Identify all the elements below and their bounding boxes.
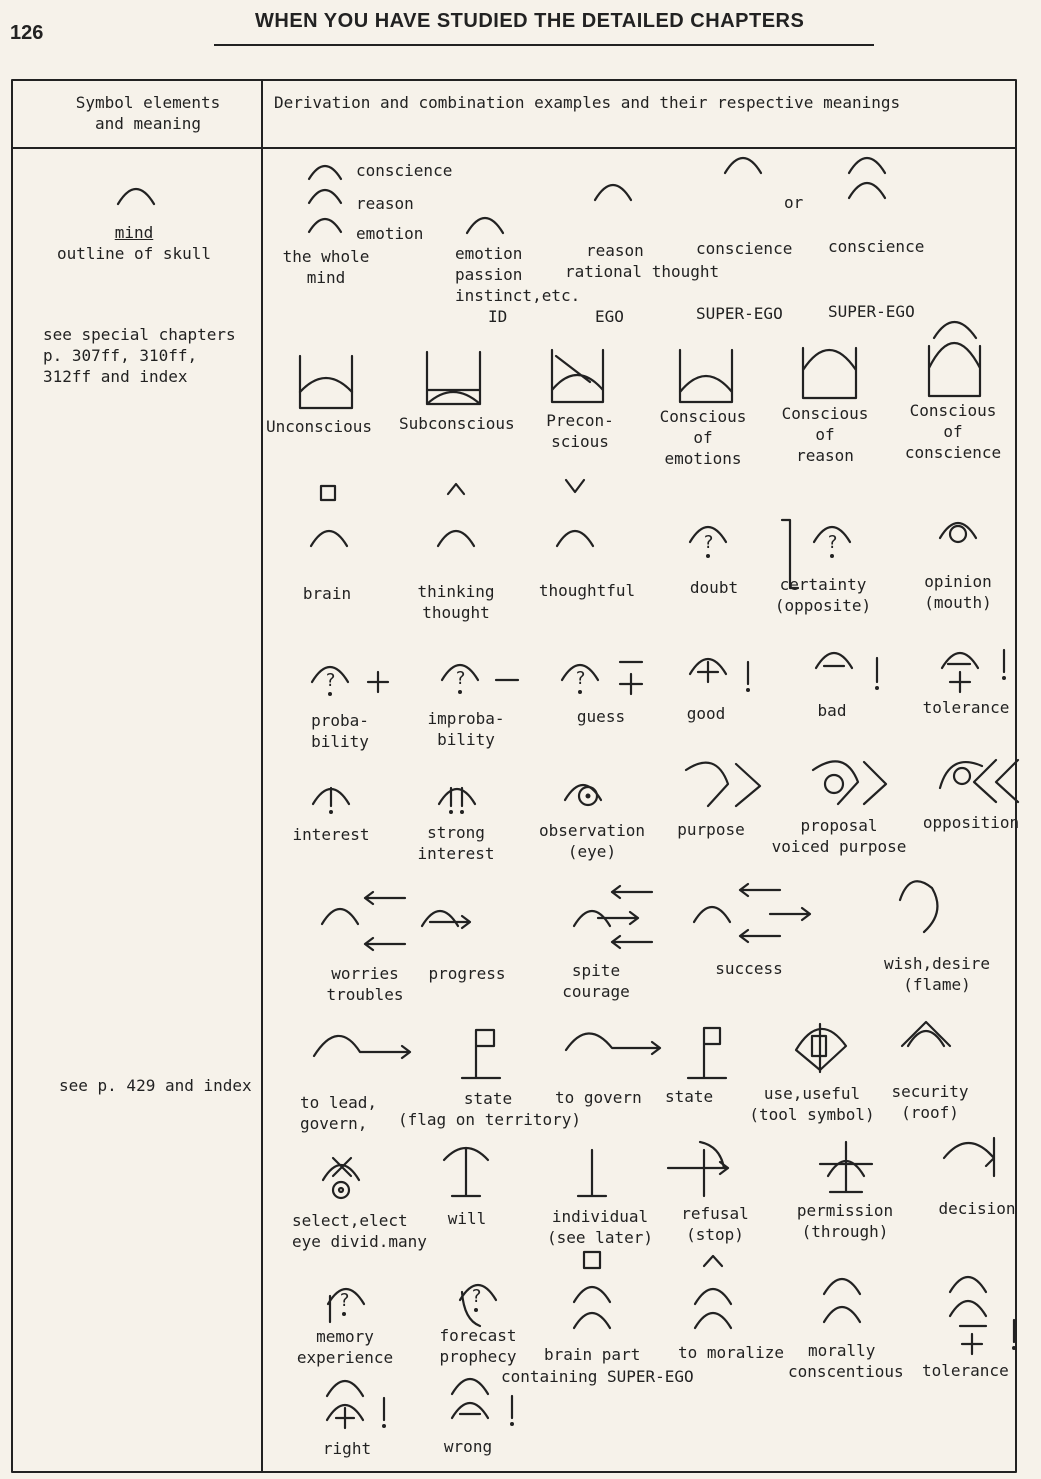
label-thinking: thinking thought	[417, 582, 495, 622]
label-wish: wish,desire (flame)	[884, 954, 990, 994]
label-opposition: opposition	[922, 813, 1020, 832]
label-state-1: state	[463, 1089, 513, 1108]
row7-symbols	[314, 1022, 950, 1078]
label-conscious-conscience: Conscious of conscience	[904, 401, 1002, 462]
row9-symbols	[328, 1252, 1014, 1354]
q-mark: ?	[325, 670, 336, 691]
label-progress: progress	[428, 964, 506, 983]
label-govern: to govern	[555, 1088, 642, 1107]
row8-symbols	[323, 1138, 994, 1198]
label-refusal: refusal (stop)	[681, 1204, 749, 1244]
q-mark: ?	[455, 668, 466, 689]
label-improbability: improba- bility	[427, 709, 505, 749]
row3-symbols	[311, 480, 976, 588]
label-proposal: proposal voiced purpose	[771, 816, 907, 856]
label-opinion: opinion (mouth)	[924, 572, 992, 612]
label-containing-super-ego: containing SUPER-EGO	[501, 1367, 694, 1386]
label-security: security (roof)	[891, 1082, 969, 1122]
outline-label: outline of skull	[56, 244, 212, 263]
label-lead: to lead, govern,	[300, 1093, 378, 1133]
label-bad: bad	[817, 701, 847, 720]
label-good: good	[686, 704, 726, 723]
label-moralize: to moralize	[678, 1343, 784, 1362]
label-memory: memory experience	[296, 1327, 394, 1367]
label-whole-mind: the whole mind	[282, 247, 370, 287]
label-tolerance-2: tolerance	[922, 1361, 1009, 1380]
label-right: right	[322, 1439, 372, 1458]
q-mark: ?	[575, 668, 586, 689]
see-429-note: see p. 429 and index	[59, 1076, 252, 1095]
label-conscious-reason: Conscious of reason	[781, 404, 869, 465]
label-guess: guess	[576, 707, 626, 726]
label-super-ego-2: SUPER-EGO	[828, 302, 915, 321]
label-morally: morally conscentious	[788, 1341, 904, 1381]
label-reason-2: reason	[586, 241, 644, 260]
col1-header: Symbol elements and meaning	[75, 93, 221, 133]
label-super-ego-1: SUPER-EGO	[696, 304, 783, 323]
label-brain: brain	[302, 584, 352, 603]
page-number: 126	[10, 22, 44, 44]
label-observation: observation (eye)	[539, 821, 645, 861]
label-permission: permission (through)	[796, 1201, 894, 1241]
label-probability: proba- bility	[311, 711, 369, 751]
mind-label: mind	[114, 223, 154, 242]
label-thoughtful: thoughtful	[538, 581, 636, 600]
label-preconscious: Precon- scious	[546, 411, 614, 451]
row2-symbols	[300, 322, 980, 408]
mind-arc-icon	[118, 189, 154, 204]
label-purpose: purpose	[677, 820, 745, 839]
col2-header: Derivation and combination examples and their respective meanings	[274, 93, 901, 112]
label-spite: spite courage	[562, 961, 630, 1001]
special-chapters-note: see special chapters p. 307ff, 310ff, 312ff and index	[43, 325, 236, 386]
label-subconscious: Subconscious	[399, 414, 515, 433]
q-mark: ?	[827, 532, 838, 553]
q-mark: ?	[471, 1286, 482, 1307]
row6-symbols	[322, 881, 937, 950]
label-decision: decision	[938, 1199, 1016, 1218]
label-conscious-emotions: Conscious of emotions	[659, 407, 747, 468]
label-forecast: forecast prophecy	[439, 1326, 517, 1366]
q-mark: ?	[339, 1290, 350, 1311]
label-doubt: doubt	[689, 578, 739, 597]
label-conscience-3: conscience	[828, 237, 925, 256]
label-rational-thought: rational thought	[565, 262, 720, 281]
label-brain-part: brain part	[544, 1345, 641, 1364]
label-conscience-2: conscience	[696, 239, 793, 258]
label-ego: EGO	[595, 307, 624, 326]
label-interest: interest	[292, 825, 370, 844]
label-or: or	[784, 193, 804, 212]
q-mark: ?	[703, 532, 714, 553]
label-unconscious: Unconscious	[266, 417, 372, 436]
label-conscience: conscience	[356, 161, 453, 180]
row5-symbols	[313, 760, 1018, 806]
label-strong-interest: strong interest	[417, 823, 495, 863]
row4-symbols	[312, 650, 1004, 694]
label-wrong: wrong	[443, 1437, 493, 1456]
label-worries: worries troubles	[326, 964, 404, 1004]
label-emotion: emotion	[356, 224, 424, 243]
label-will: will	[447, 1209, 487, 1228]
label-certainty: certainty (opposite)	[774, 575, 872, 615]
label-tolerance: tolerance	[922, 698, 1010, 717]
label-id: ID	[488, 307, 508, 326]
label-select: select,elect eye divid.many	[292, 1211, 427, 1251]
page-title: WHEN YOU HAVE STUDIED THE DETAILED CHAPTERS	[255, 10, 805, 32]
label-success: success	[715, 959, 783, 978]
label-individual: individual (see later)	[547, 1207, 653, 1247]
label-emotion-passion: emotion passion instinct,etc.	[455, 244, 581, 305]
label-flag: (flag on territory)	[398, 1110, 582, 1129]
label-state-2: state	[665, 1087, 714, 1106]
label-reason: reason	[356, 194, 414, 213]
row10-symbols	[327, 1379, 512, 1428]
label-use: use,useful (tool symbol)	[749, 1084, 875, 1124]
